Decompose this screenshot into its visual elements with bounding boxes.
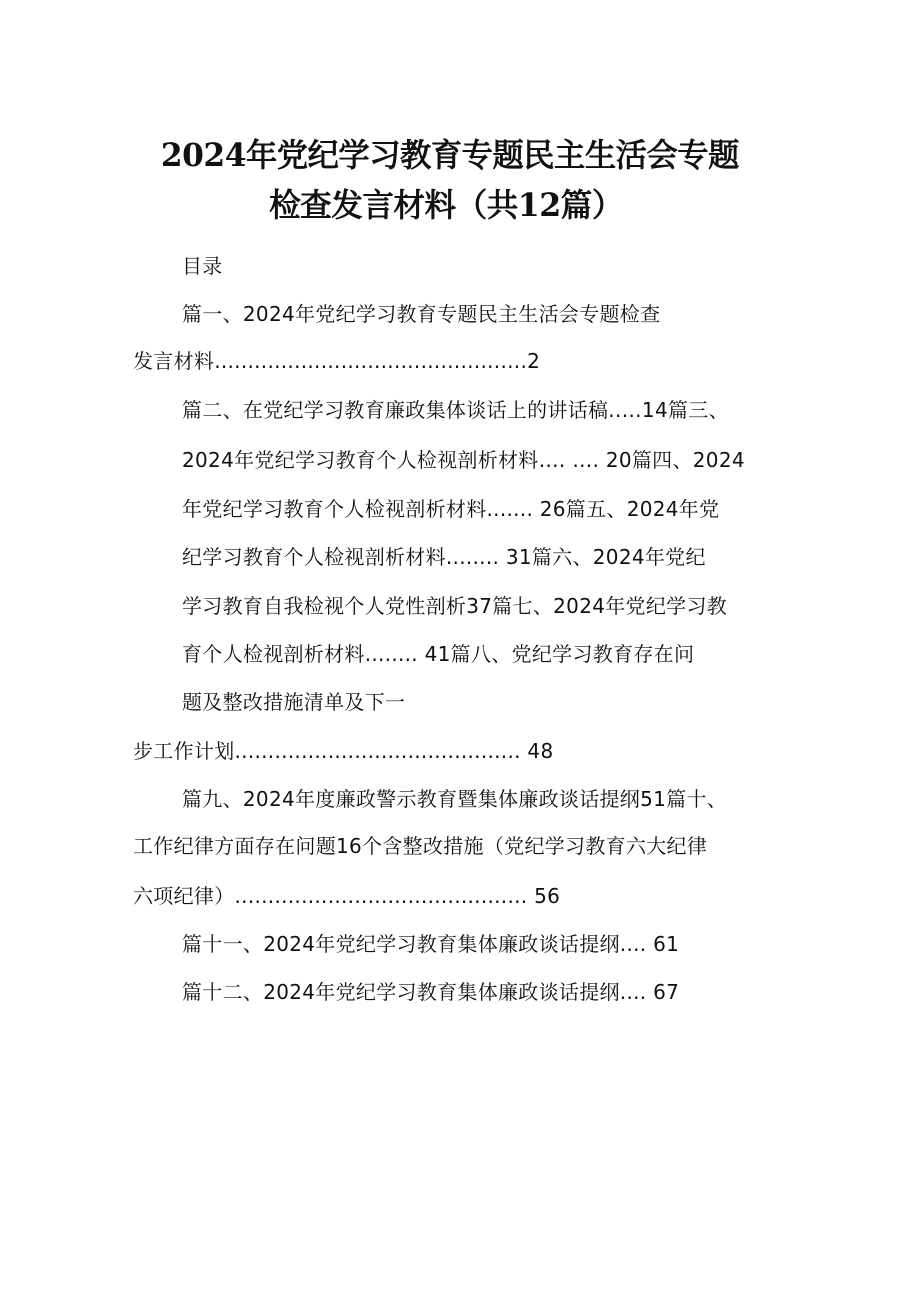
- toc-line: 题及整改措施清单及下一: [182, 690, 406, 714]
- toc-line: 纪学习教育个人检视剖析材料........ 31篇六、2024年党纪: [182, 545, 706, 569]
- toc-line: 篇十一、2024年党纪学习教育集体廉政谈话提纲.... 61: [182, 932, 680, 956]
- toc-line: 步工作计划........................................... 48: [133, 739, 554, 763]
- toc-line: 篇十二、2024年党纪学习教育集体廉政谈话提纲.... 67: [182, 980, 680, 1004]
- toc-line: 年党纪学习教育个人检视剖析材料....... 26篇五、2024年党: [182, 497, 720, 521]
- toc-line: 篇一、2024年党纪学习教育专题民主生活会专题检查: [182, 302, 661, 326]
- toc-heading: 目录: [182, 254, 223, 278]
- toc-line: 篇二、在党纪学习教育廉政集体谈话上的讲话稿..…14篇三、: [182, 398, 729, 422]
- toc-line: 发言材料...............................................2: [133, 349, 541, 373]
- toc-line: 学习教育自我检视个人党性剖析37篇七、2024年党纪学习教: [182, 594, 728, 618]
- document-title-line-2: 检查发言材料（共12篇）: [269, 186, 623, 224]
- toc-line: 篇九、2024年度廉政警示教育暨集体廉政谈话提纲51篇十、: [182, 787, 728, 811]
- toc-line: 工作纪律方面存在问题16个含整改措施（党纪学习教育六大纪律: [133, 834, 708, 858]
- toc-line: 2024年党纪学习教育个人检视剖析材料…. …. 20篇四、2024: [182, 448, 745, 472]
- toc-line: 育个人检视剖析材料........ 41篇八、党纪学习教育存在问: [182, 642, 695, 666]
- toc-line: 六项纪律）............................................ 56: [133, 884, 561, 908]
- document-title-line-1: 2024年党纪学习教育专题民主生活会专题: [160, 136, 739, 174]
